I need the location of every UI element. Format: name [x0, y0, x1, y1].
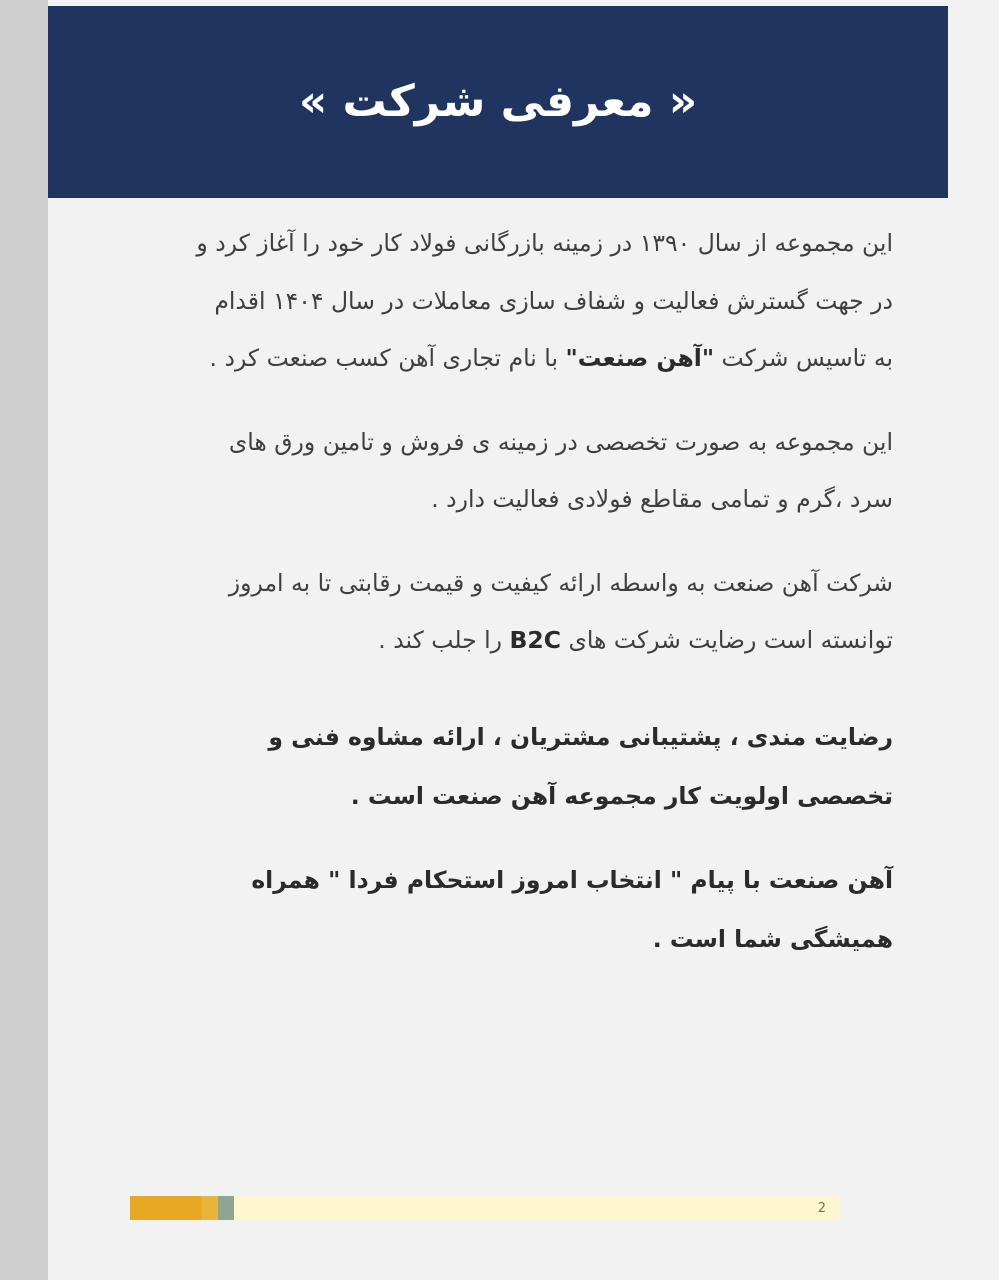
paragraph-4: رضایت مندی ، پشتیبانی مشتریان ، ارائه مشاوه فنی و تخصصی اولویت کار مجموعه آهن صنعت است . [268, 722, 893, 810]
paragraph-3-bold: B2C [509, 626, 561, 655]
slide-title-band [48, 6, 948, 198]
slide-body [193, 215, 893, 995]
paragraph-3-text-before: شرکت آهن صنعت به واسطه ارائه کیفیت و قیمت رقابتی تا به امروز توانسته است رضایت شرکت های [228, 568, 893, 655]
paragraph-spacer [193, 696, 893, 708]
paragraph-1-text-before: این مجموعه از سال ۱۳۹۰ در زمینه بازرگانی فولاد کار خود را آغاز کرد و در جهت گسترش فعالیت و شفاف سازی معاملات در سال ۱۴۰۴ اقدام به تاسیس شرکت [196, 229, 893, 373]
slide-canvas [48, 0, 999, 1280]
page-number: 2 [817, 1200, 826, 1216]
slide-footer-bar [130, 1196, 840, 1220]
paragraph-5: آهن صنعت با پیام " انتخاب امروز استحکام فردا " همراه همیشگی شما است . [251, 866, 893, 954]
footer-bar-segment-3 [130, 1196, 202, 1220]
footer-bar-segment-1 [218, 1196, 234, 1220]
footer-bar-track [234, 1196, 840, 1220]
paragraph-1-bold: "آهن صنعت" [565, 344, 715, 373]
paragraph-2: این مجموعه به صورت تخصصی در زمینه ی فروش و تامین ورق های سرد ،گرم و تمامی مقاطع فولادی فعالیت دارد . [228, 427, 893, 514]
paragraph-3 [193, 555, 893, 670]
footer-bar-segment-2 [202, 1196, 218, 1220]
page-left-gutter [0, 0, 48, 1280]
page-title: « معرفی شرکت » [298, 75, 698, 127]
paragraph-1-text-after: با نام تجاری آهن کسب صنعت کرد . [209, 344, 566, 373]
paragraph-3-text-after: را جلب کند . [378, 626, 510, 655]
paragraph-1 [193, 215, 893, 388]
